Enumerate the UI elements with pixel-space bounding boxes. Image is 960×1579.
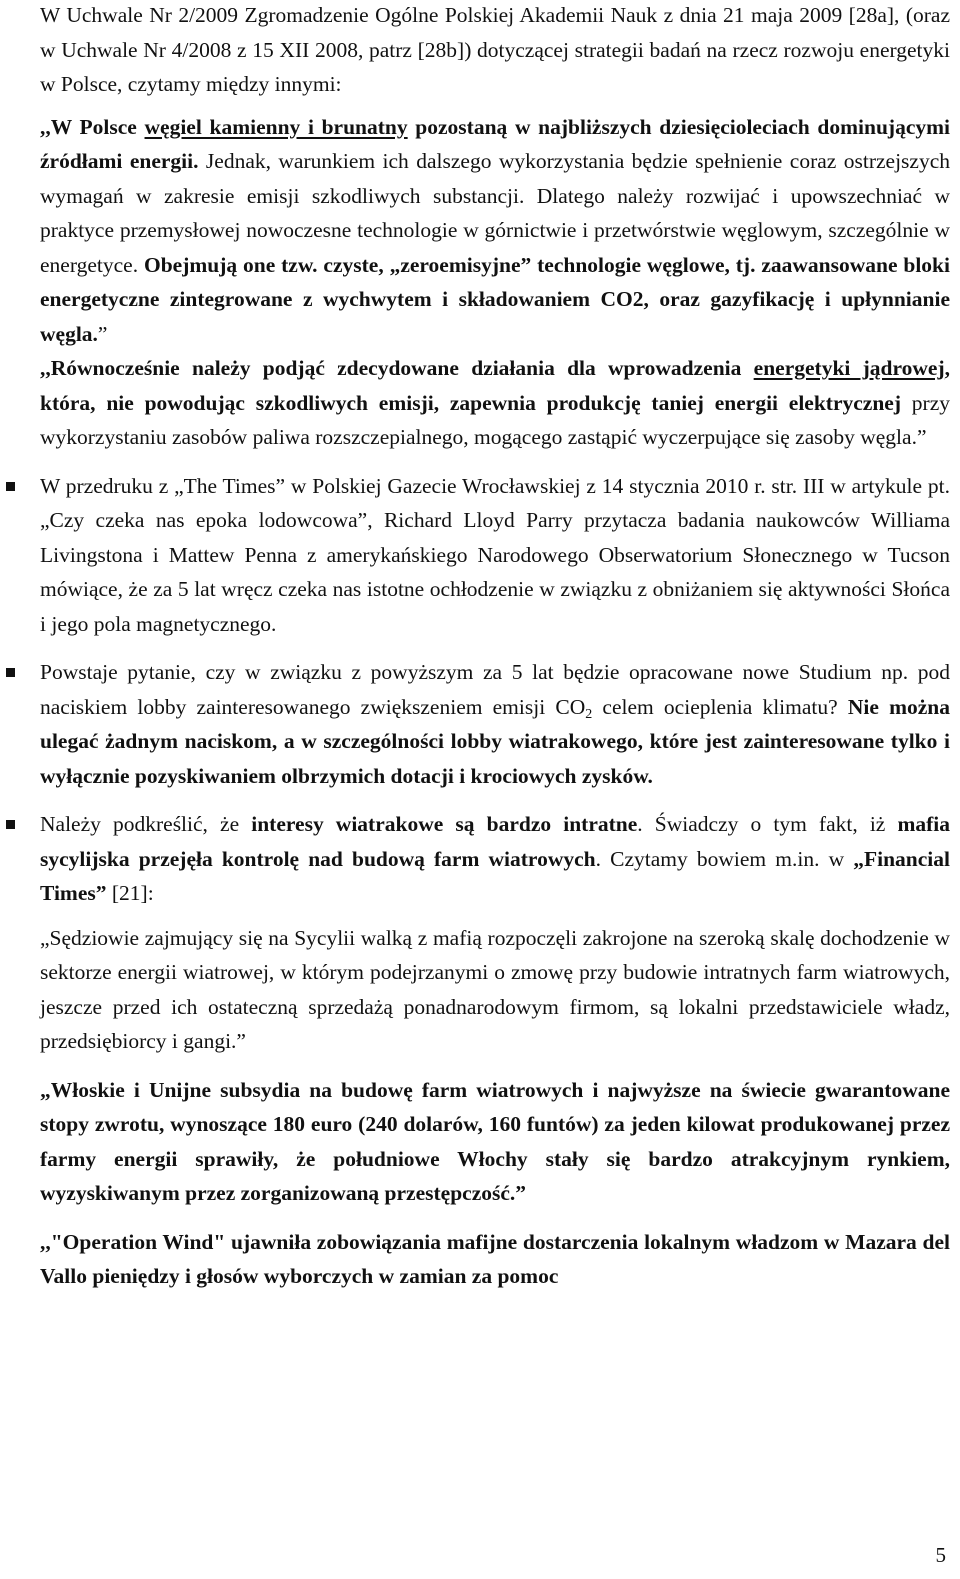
- ft-quote-judges: [40, 921, 950, 1059]
- quote1-bold-3: Obejmują one tzw. czyste, „zeroemisyjne” technologie węglowe, tj. zaawansowane bloki energetyczne zintegrowane z wychwytem i składowaniem CO2, oraz gazyfikację i upłynnianie węgla.: [40, 252, 950, 346]
- bullet3-bold-1: interesy wiatrakowe są bardzo intratne: [251, 812, 638, 836]
- bullet3-text-4: [21]:: [106, 881, 154, 905]
- intro-text: W Uchwale Nr 2/2009 Zgromadzenie Ogólne Polskiej Akademii Nauk z dnia 21 maja 2009 [28a], (oraz w Uchwale Nr 4/2008 z 15 XII 2008, patrz [28b]) dotyczącej strategii badań na rzecz rozwoju energetyki w Polsce, czytamy między innymi:: [40, 3, 950, 96]
- quote2-underlined-nuclear: energetyki jądrowej: [753, 356, 945, 380]
- quote2-bold-1: ,,Równocześnie należy podjąć zdecydowane działania dla wprowadzenia: [40, 356, 754, 380]
- pan-quote-nuclear: [40, 351, 950, 455]
- ft-quote3-bold: ,,"Operation Wind" ujawniła zobowiązania mafijne dostarczenia lokalnym władzom w Mazara del Vallo pieniędzy i głosów wyborczych w zamian za pomoc: [40, 1229, 950, 1288]
- bullet3-bold-ft: „Financial Times”: [40, 846, 950, 905]
- bullet3-text-3: . Czytamy bowiem m.in. w: [595, 846, 854, 871]
- quote2-text-1: przy wykorzystaniu zasobów paliwa rozszczepialnego, mogącego zastąpić wyczerpujące się zasoby węgla.”: [40, 390, 950, 449]
- document-page: [40, 0, 950, 1294]
- intro-paragraph: [40, 0, 950, 102]
- ft-quote2-bold: „Włoskie i Unijne subsydia na budowę farm wiatrowych i najwyższe na świecie gwarantowane stopy zwrotu, wynoszące 180 euro (240 dolarów, 160 funtów) za jeden kilowat produkowanej przez farmy energii sprawiły, że południowe Włochy stały się bardzo atrakcyjnym rynkiem, wyzyskiwanym przez zorganizowaną przestępczość.”: [40, 1077, 950, 1205]
- ft-quote-operation-wind: [40, 1225, 950, 1294]
- quote1-underlined-coal: węgiel kamienny i brunatny: [144, 114, 408, 139]
- page-number: 5: [935, 1543, 946, 1567]
- ft-quote1-text: „Sędziowie zajmujący się na Sycylii walką z mafią rozpoczęli zakrojone na szeroką skalę dochodzenie w sektorze energii wiatrowej, w którym podejrzanymi o zmowę przy budowie intratnych farm wiatrowych, jeszcze przed ich ostateczną sprzedażą ponadnarodowym firmom, są lokalni przedstawiciele władz, przedsiębiorcy i gangi.”: [40, 925, 950, 1053]
- bullet3-text-2: . Świadczy o tym fakt, iż: [637, 812, 898, 836]
- bullet-times-article: [40, 469, 950, 642]
- square-bullet-icon: [6, 820, 15, 829]
- bullet2-text-2: celem ocieplenia klimatu?: [592, 694, 848, 719]
- bullet2-text-1: Powstaje pytanie, czy w związku z powyższym za 5 lat będzie opracowane nowe Studium np. pod naciskiem lobby zainteresowanego zwiększeniem emisji CO: [40, 660, 950, 719]
- bullet-study-question: [40, 655, 950, 793]
- bullet-wind-interests: [40, 807, 950, 911]
- square-bullet-icon: [6, 482, 15, 491]
- quote1-close-mark: ”: [97, 321, 108, 346]
- co2-subscript: 2: [585, 706, 593, 722]
- square-bullet-icon: [6, 668, 15, 677]
- quote1-text-1: Jednak, warunkiem ich dalszego wykorzystania będzie spełnienie coraz ostrzejszych wymagań w zakresie emisji szkodliwych substancji. Dlatego należy rozwijać i upowszechniać w praktyce przemysłowej nowoczesne technologie w górnictwie i przetwórstwie węglowym, szczególnie w energetyce.: [40, 149, 950, 277]
- quote2-bold-2: , która, nie powodując szkodliwych emisji, zapewnia produkcję taniej energii elektrycznej: [40, 356, 951, 415]
- bullet3-text-1: Należy podkreślić, że: [40, 812, 252, 836]
- bullet1-text: W przedruku z „The Times” w Polskiej Gazecie Wrocławskiej z 14 stycznia 2010 r. str. III w artykule pt. „Czy czeka nas epoka lodowcowa”, Richard Lloyd Parry przytacza badania naukowców Williama Livingstona i Mattew Penna z amerykańskiego Narodowego Obserwatorium Słonecznego w Tucson mówiące, że za 5 lat wręcz czeka nas istotne ochłodzenie w związku z obniżaniem się aktywności Słońca i jego pola magnetycznego.: [40, 473, 950, 636]
- bullet3-bold-2: mafia sycylijska przejęła kontrolę nad budową farm wiatrowych: [40, 812, 950, 871]
- quote1-bold-2: pozostaną w najbliższych dziesięcioleciach dominującymi źródłami energii.: [40, 114, 950, 173]
- bullet2-bold: Nie można ulegać żadnym naciskom, a w szczególności lobby wiatrakowego, które jest zainteresowane tylko i wyłącznie pozyskiwaniem olbrzymich dotacji i krociowych zysków.: [40, 694, 951, 788]
- ft-quote-subsidies: [40, 1073, 950, 1211]
- quote1-bold-1: ,,W Polsce: [40, 114, 145, 139]
- pan-quote-coal: [40, 110, 950, 352]
